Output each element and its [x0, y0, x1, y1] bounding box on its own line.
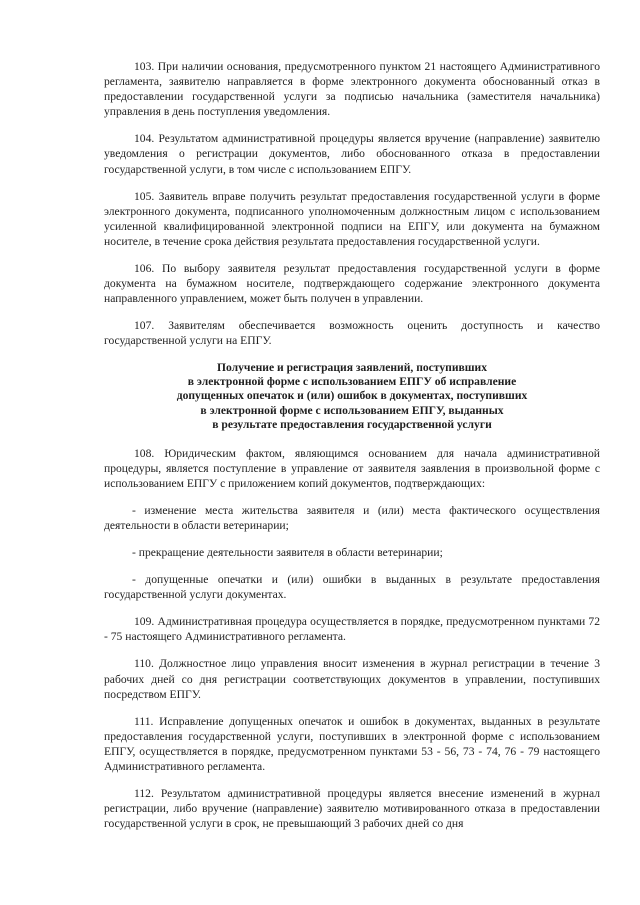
list-item-residence-change: - изменение места жительства заявителя и (или) места фактического осуществления деятельности в области ветеринарии;: [104, 503, 600, 532]
heading-line: в электронной форме с использованием ЕПГУ об исправление: [187, 374, 517, 388]
paragraph-105: 105. Заявитель вправе получить результат предоставления государственной услуги в форме электронного документа, подписанного уполномоченным должностным лицом с использованием усиленной квалифицированной электронной подписи на ЕПГУ, или документа на бумажном носителе, в течение срока действия результата предоставления государственной услуги.: [104, 189, 600, 248]
paragraph-103: 103. При наличии основания, предусмотренного пунктом 21 настоящего Административного регламента, заявителю направляется в форме электронного документа обоснованный отказ в предоставлении государственной услуги за подписью начальника (заместителя начальника) управления в день поступления уведомления.: [104, 60, 600, 119]
paragraph-108: 108. Юридическим фактом, являющимся основанием для начала административной процедуры, является поступление в управление от заявителя заявления в произвольной форме с использованием ЕПГУ с приложением копий документов, подтверждающих:: [104, 446, 600, 490]
paragraph-104: 104. Результатом административной процедуры является вручение (направление) заявителю уведомления о регистрации документов, либо обоснованного отказа в предоставлении государственной услуги, в том числе с использованием ЕПГУ.: [104, 132, 600, 176]
section-heading: [104, 361, 600, 433]
paragraph-112: 112. Результатом административной процедуры является внесение изменений в журнал регистрации, либо вручение (направление) заявителю мотивированного отказа в предоставлении государственной услуги в срок, не превышающий 3 рабочих дней со дня: [104, 787, 600, 831]
heading-line: Получение и регистрация заявлений, поступивших: [216, 360, 488, 374]
paragraph-111: 111. Исправление допущенных опечаток и ошибок в документах, выданных в результате предоставления государственной услуги, поступивших в электронной форме с использованием ЕПГУ, осуществляется в порядке, предусмотренном пунктами 53 - 56, 73 - 74, 76 - 79 настоящего Административного регламента.: [104, 714, 600, 774]
list-item-termination: - прекращение деятельности заявителя в области ветеринарии;: [132, 546, 443, 559]
paragraph-109: 109. Административная процедура осуществляется в порядке, предусмотренном пунктами 72 - 75 настоящего Административного регламента.: [104, 615, 600, 644]
heading-line: допущенных опечаток и (или) ошибок в документах, поступивших: [176, 389, 528, 403]
paragraph-110: 110. Должностное лицо управления вносит изменения в журнал регистрации в течение 3 рабочих дней со дня регистрации соответствующих документов в управлении, поступивших посредством ЕПГУ.: [104, 657, 600, 701]
paragraph-107: 107. Заявителям обеспечивается возможность оценить доступность и качество государственной услуги на ЕПГУ.: [104, 319, 600, 348]
list-item-typos: - допущенные опечатки и (или) ошибки в выданных в результате предоставления государственной услуги документах.: [104, 573, 600, 602]
heading-line: в результате предоставления государственной услуги: [212, 418, 492, 432]
heading-line: в электронной форме с использованием ЕПГУ, выданных: [200, 403, 504, 417]
paragraph-106: 106. По выбору заявителя результат предоставления государственной услуги в форме документа на бумажном носителе, подтверждающего содержание электронного документа направленного управлением, может быть получен в управлении.: [104, 262, 600, 306]
